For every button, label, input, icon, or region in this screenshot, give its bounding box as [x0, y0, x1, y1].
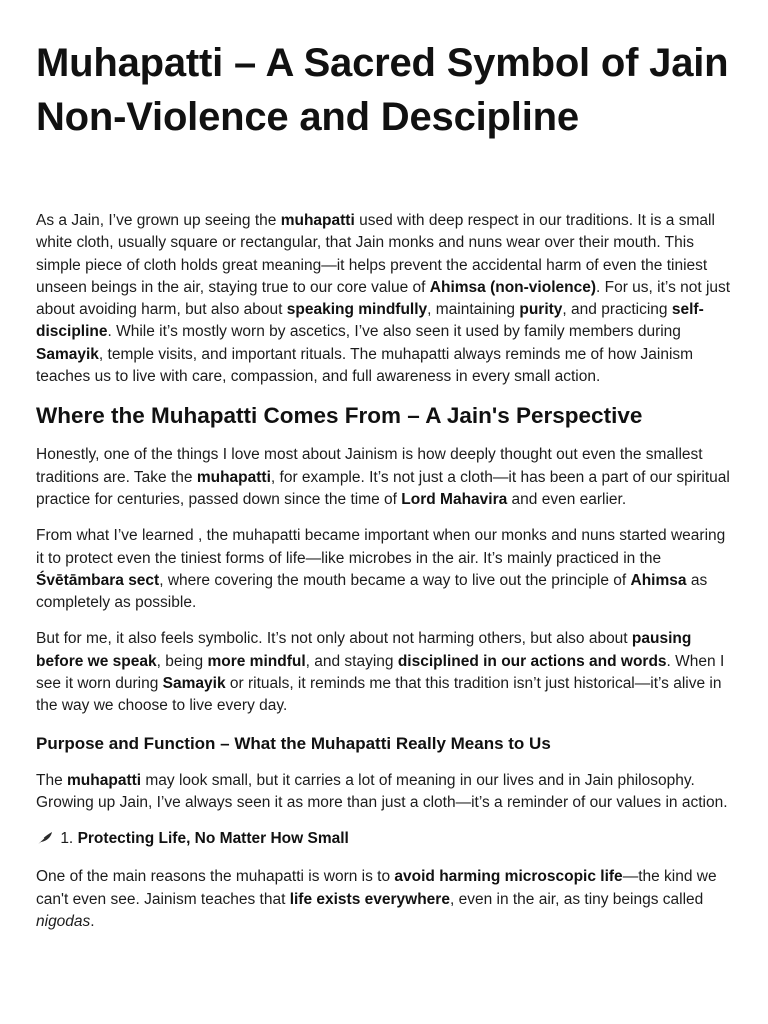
emphasis: Ahimsa (non-violence): [429, 278, 596, 296]
text: . While it’s mostly worn by ascetics, I’ve also seen it used by family members during: [107, 323, 681, 341]
origins-paragraph-1: [36, 444, 732, 511]
text: , where covering the mouth became a way to live out the principle of: [159, 571, 631, 589]
purpose-paragraph-1: [36, 770, 732, 815]
origins-paragraph-3: [36, 628, 732, 717]
list-title: Protecting Life, No Matter How Small: [77, 830, 349, 848]
text: . When I see it worn during: [36, 652, 725, 693]
emphasis: pausing before we speak: [36, 630, 692, 670]
feather-icon: [36, 831, 54, 845]
text: One of the main reasons the muhapatti is worn is to: [36, 868, 395, 886]
origins-paragraph-2: [36, 525, 732, 614]
emphasis: more mindful: [207, 652, 306, 670]
emphasis: Ahimsa: [630, 571, 687, 589]
text: , temple visits, and important rituals. The muhapatti always reminds me of how Jainism teaches us to live with care, compassion, and full awareness in every small action.: [36, 345, 694, 386]
emphasis: Śvētāmbara sect: [36, 571, 160, 589]
text: Honestly, one of the things I love most about Jainism is how deeply thought out even the smallest traditions are. Take the: [36, 446, 703, 486]
text: The: [36, 771, 68, 789]
text: , maintaining: [427, 301, 520, 319]
text: , even in the air, as tiny beings called: [449, 890, 704, 908]
text: and even earlier.: [507, 490, 627, 508]
emphasis: self-discipline: [36, 301, 704, 341]
text: , being: [156, 652, 208, 670]
intro-paragraph: [36, 210, 732, 388]
section-heading-purpose: Purpose and Function – What the Muhapatti Really Means to Us: [36, 733, 551, 753]
text: or rituals, it reminds me that this tradition isn’t just historical—it’s alive in the way we choose to live every day.: [36, 675, 722, 715]
text: .: [90, 912, 95, 930]
text: as completely as possible.: [36, 571, 708, 612]
list-number: 1.: [60, 830, 74, 848]
emphasis: Lord Mahavira: [401, 490, 508, 508]
emphasis: life exists everywhere: [289, 890, 450, 908]
emphasis: purity: [519, 301, 563, 319]
text: may look small, but it carries a lot of meaning in our lives and in Jain philosophy. Growing up Jain, I’ve always seen it as more than just a cloth—it’s a reminder of our values in action.: [36, 771, 728, 811]
list-item-heading: [36, 828, 732, 850]
emphasis: Samayik: [162, 675, 226, 693]
emphasis: speaking mindfully: [286, 301, 428, 319]
purpose-paragraph-2: [36, 866, 732, 933]
emphasis: Samayik: [36, 345, 99, 363]
text: From what I’ve learned , the muhapatti became important when our monks and nuns started wearing it to protect even the tiniest forms of life—like microbes in the air. It’s mainly practiced in the: [36, 527, 726, 567]
section-heading-origins: Where the Muhapatti Comes From – A Jain's Perspective: [36, 403, 643, 429]
text: . For us, it’s not just about avoiding harm, but also about: [36, 278, 731, 319]
text: —the kind we can't even see. Jainism teaches that: [36, 868, 717, 908]
text: , for example. It’s not just a cloth—it has been a part of our spiritual practice for centuries, passed down since the time of: [36, 468, 730, 508]
text: But for me, it also feels symbolic. It’s not only about not harming others, but also about: [36, 630, 632, 648]
emphasis: avoid harming microscopic life: [394, 868, 623, 886]
text: , and practicing: [562, 301, 672, 319]
text: used with deep respect in our traditions. It is a small white cloth, usually square or rectangular, that Jain monks and nuns wear over their mouth. This simple piece of cloth holds great meaning—it helps prevent the accidental harm of even the tiniest unseen beings in the air, staying true to our core value of: [36, 212, 715, 296]
emphasis: disciplined in our actions and words: [397, 652, 667, 670]
text: As a Jain, I’ve grown up seeing the: [36, 212, 281, 229]
text: , and staying: [305, 652, 398, 670]
emphasis-italic: nigodas: [36, 912, 91, 930]
emphasis: muhapatti: [67, 771, 142, 789]
page-title: Muhapatti – A Sacred Symbol of Jain Non-Violence and Descipline: [36, 41, 729, 139]
emphasis: muhapatti: [196, 468, 271, 486]
emphasis: muhapatti: [280, 212, 355, 229]
